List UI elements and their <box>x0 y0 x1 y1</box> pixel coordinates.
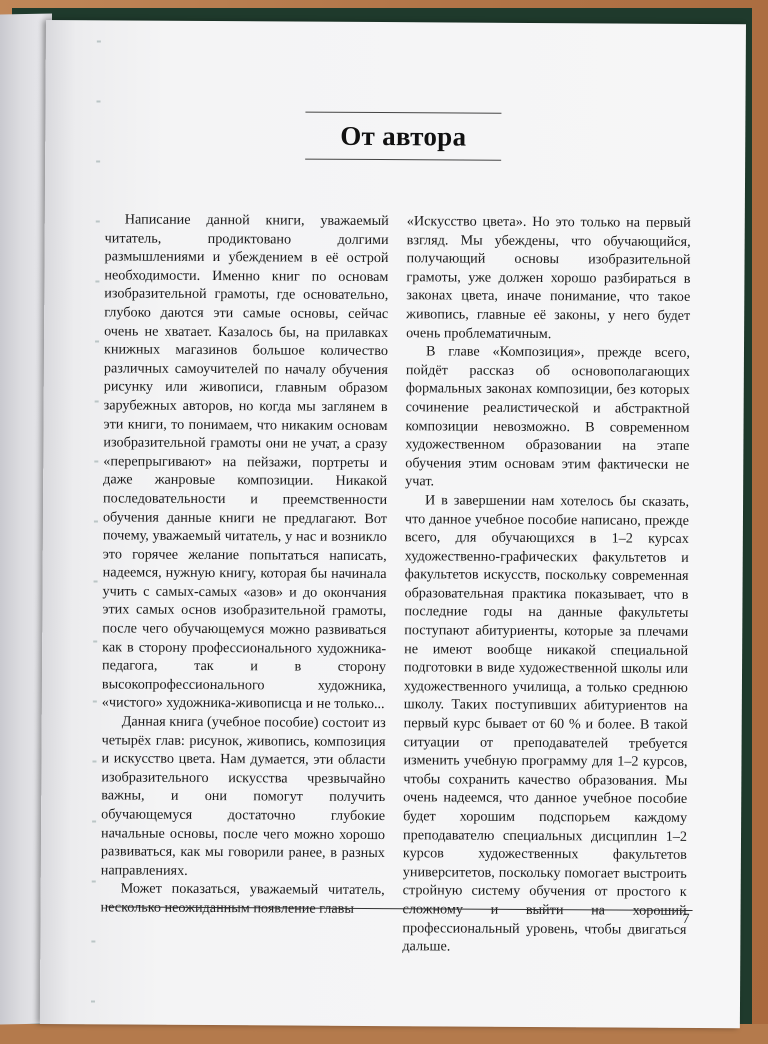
title-bottom-rule <box>305 159 501 161</box>
page-title: От автора <box>340 120 467 152</box>
paragraph: Написание данной книги, уважаемый читатель, продиктовано долгими размышлениями и убеждением в её острой необходимости. Именно книг по основам изобразительной грамоты, где основательно, глубоко даются эти самые основы, сейчас очень не хватает. Казалось бы, на прилавках книжных магазинов большое количество различных самоучителей по началу обучения рисунку или живописи, главным образом зарубежных авторов, но когда мы заглянем в эти книги, то понимаем, что никаким основам изобразительной грамоты они не учат, а сразу «перепрыгивают» на пейзажи, портреты и даже жанровые композиции. Никакой последовательности и преемственности обучения данные книги не предлагают. Вот почему, уважаемый читатель, у нас и возникло это горячее желание попытаться написать, надеемся, нужную книгу, которая бы начинала учить с самых-самых «азов» и до окончания этих самых основ изобразительной грамоты, после чего обучающемуся можно развиваться как в сторону профессионального художника-педагога, так и в сторону высокопрофессионального художника, «чистого» художника-живописца и не только... <box>101 211 389 713</box>
paragraph: Может показаться, уважаемый читатель, несколько неожиданным появление главы <box>100 880 385 917</box>
title-block <box>305 112 501 161</box>
paragraph: В главе «Композиция», прежде всего, пойдёт рассказ об основополагающих формальных законах композиции, без которых сочинение реалистической и абстрактной композиции невозможно. В современном художественном образовании на этапе обучения этим основам этим фактически не учат. <box>405 343 691 490</box>
paragraph: Данная книга (учебное пособие) состоит из четырёх глав: рисунок, живопись, композиция и искусство цвета. Нам думается, эти области изобразительного искусства чрезвычайно важны, и они помогут получить обучающемуся достаточно глубокие начальные основы, после чего можно хорошо развиваться, как мы говорили ранее, в разных направлениях. <box>100 713 386 879</box>
left-text-column <box>101 210 389 918</box>
right-text-column <box>402 212 691 957</box>
spine-stitching <box>91 40 101 1040</box>
paragraph: И в завершении нам хотелось бы сказать, что данное учебное пособие написано, прежде всего, для обучающихся в 1–2 курсах художественно-графических факультетов и факультетов искусств, поскольку современная образовательная практика показывает, что в последние годы на данные факультеты поступают абитуриенты, которые за плечами не имеют вообще никакой специальной подготовки в виде художественной школы или художественного училища, а только среднюю школу. Таких поступивших абитуриентов на первый курс бывает от 60 % и более. В такой ситуации от преподавателей требуется изменить учебную программу для 1–2 курсов, чтобы сохранить качество образования. Мы очень надеемся, что данное учебное пособие будет хорошим подспорьем каждому преподавателю специальных дисциплин 1–2 курсов художественных факультетов университетов, поскольку помогает выстроить стройную систему обучения от простого к сложному и выйти на хороший профессиональный уровень, чтобы двигаться дальше. <box>402 492 690 955</box>
book-page <box>40 20 746 1028</box>
page-number: 7 <box>682 911 690 927</box>
paragraph: «Искусство цвета». Но это только на первый взгляд. Мы убеждены, что обучающийся, получающий основы изобразительной грамоты, уже должен хорошо разбираться в законах цвета, иначе понимание, что такое живопись, главные её законы, у него будет очень проблематичным. <box>406 213 691 342</box>
